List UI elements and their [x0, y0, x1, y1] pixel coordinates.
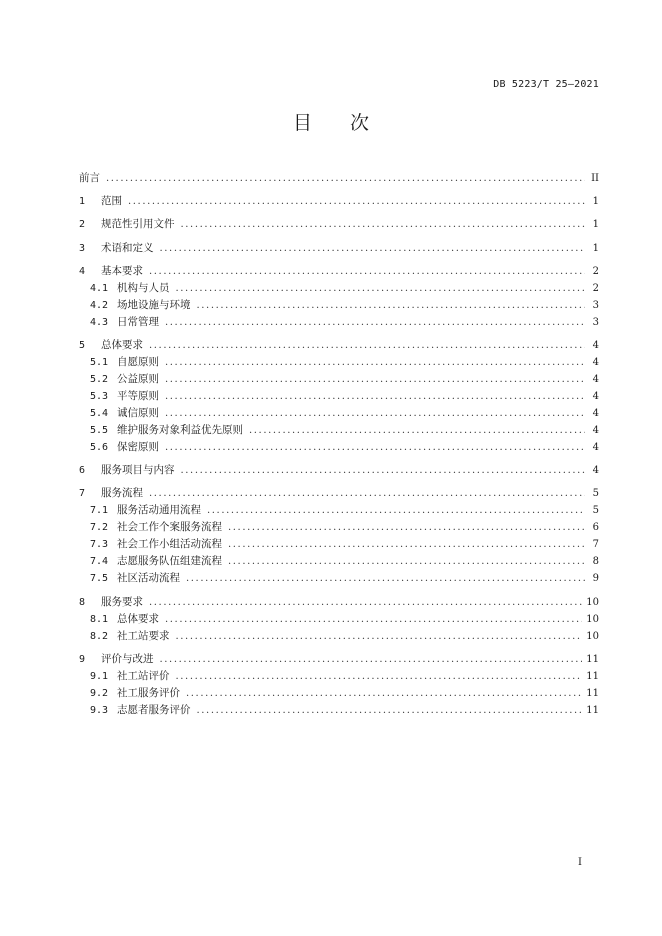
toc-entry[interactable]: [79, 502, 599, 519]
toc-entry-label: 评价与改进: [101, 652, 154, 665]
toc-entry-page: 4: [592, 425, 599, 436]
toc-entry-label: 服务要求: [101, 595, 143, 608]
toc-entry-label: 社工站要求: [117, 629, 170, 642]
toc-entry-label: 服务活动通用流程: [117, 504, 201, 517]
toc-entry-page: 3: [592, 299, 599, 311]
toc-entry-number: 8.2: [90, 630, 109, 642]
dot-leader: [165, 374, 585, 385]
toc-entry-page: II: [591, 173, 599, 184]
dot-leader: [165, 357, 585, 368]
dot-leader: [186, 688, 582, 699]
toc-entry-number: 1: [79, 196, 86, 208]
toc-entry-number: 9.1: [90, 670, 109, 682]
dot-leader: [181, 219, 586, 230]
toc-entry-page: 4: [592, 340, 599, 351]
toc-entry-page: 4: [592, 465, 599, 477]
toc-entry-label: 社会工作小组活动流程: [117, 538, 222, 551]
toc-entry-label: 术语和定义: [101, 241, 154, 254]
toc-entry-label: 总体要求: [117, 612, 159, 625]
toc-entry-page: 5: [592, 505, 599, 517]
dot-leader: [106, 173, 585, 184]
toc-entry[interactable]: [79, 216, 599, 233]
toc-entry-label: 服务流程: [101, 487, 143, 500]
toc-entry-page: 4: [592, 374, 599, 385]
dot-leader: [149, 597, 582, 608]
toc-entry-number: 6: [79, 465, 86, 477]
toc-entry-page: 10: [586, 596, 599, 608]
toc-entry-number: 7.3: [90, 539, 109, 551]
toc-entry-page: 5: [592, 488, 599, 500]
dot-leader: [228, 522, 585, 533]
toc-entry-number: 7.1: [90, 505, 109, 517]
toc-entry[interactable]: [79, 337, 599, 354]
toc-entry[interactable]: [79, 702, 599, 719]
toc-entry-page: 2: [592, 282, 599, 294]
dot-leader: [149, 340, 585, 351]
toc-entry-number: 8: [79, 596, 86, 608]
dot-leader: [197, 300, 586, 311]
toc-entry[interactable]: [79, 536, 599, 553]
toc-entry[interactable]: [79, 422, 599, 439]
toc-entry-number: 7.4: [90, 556, 109, 568]
toc-entry[interactable]: [79, 553, 599, 570]
toc-entry-page: 11: [586, 687, 599, 699]
toc-entry-label: 诚信原则: [117, 407, 159, 419]
toc-entry-label: 社区活动流程: [117, 572, 180, 585]
dot-leader: [186, 573, 585, 584]
toc-entry[interactable]: [79, 651, 599, 668]
toc-entry[interactable]: [79, 462, 599, 479]
toc-entry-number: 5.5: [90, 425, 109, 436]
toc-entry-label: 自愿原则: [117, 356, 159, 368]
toc-entry-page: 1: [592, 196, 599, 208]
toc-entry-label: 范围: [101, 195, 122, 208]
dot-leader: [165, 391, 585, 402]
dot-leader: [197, 705, 583, 716]
toc-entry-label: 基本要求: [101, 264, 143, 277]
dot-leader: [160, 654, 583, 665]
toc-entry[interactable]: [79, 439, 599, 456]
toc-entry-page: 8: [592, 556, 599, 568]
toc-entry-number: 4: [79, 265, 86, 277]
toc-entry[interactable]: [79, 314, 599, 331]
toc-entry[interactable]: [79, 594, 599, 611]
dot-leader: [176, 283, 586, 294]
toc-entry-page: 11: [586, 704, 599, 716]
toc-entry-page: 6: [592, 522, 599, 534]
toc-entry-label: 维护服务对象利益优先原则: [117, 424, 243, 436]
dot-leader: [249, 425, 585, 436]
dot-leader: [228, 556, 585, 567]
toc-entry[interactable]: [79, 628, 599, 645]
dot-leader: [128, 196, 585, 207]
toc-entry-page: 3: [592, 316, 599, 328]
toc-entry[interactable]: [79, 354, 599, 371]
toc-entry-page: 10: [586, 613, 599, 625]
toc-entry-page: 4: [592, 391, 599, 402]
toc-entry-number: 7.5: [90, 573, 109, 585]
dot-leader: [165, 614, 582, 625]
toc-entry-label: 公益原则: [117, 373, 159, 385]
toc-entry-number: 8.1: [90, 613, 109, 625]
toc-entry[interactable]: [79, 193, 599, 210]
toc-entry-page: 11: [586, 653, 599, 665]
toc-entry-number: 9.3: [90, 704, 109, 716]
page-number: I: [578, 857, 582, 868]
toc-entry[interactable]: [79, 388, 599, 405]
toc-entry-number: 4.3: [90, 316, 109, 328]
toc-entry-page: 1: [592, 219, 599, 231]
toc-entry-page: 4: [592, 408, 599, 419]
dot-leader: [207, 505, 585, 516]
dot-leader: [165, 442, 585, 453]
toc-entry-number: 4.2: [90, 299, 109, 311]
dot-leader: [149, 488, 585, 499]
toc-entry-number: 7.2: [90, 522, 109, 534]
toc-entry[interactable]: [79, 405, 599, 422]
dot-leader: [228, 539, 585, 550]
toc-entry-page: 11: [586, 670, 599, 682]
dot-leader: [181, 465, 586, 476]
toc-entry-page: 2: [592, 265, 599, 277]
toc-entry-number: 3: [79, 242, 86, 254]
dot-leader: [176, 631, 583, 642]
dot-leader: [176, 671, 583, 682]
toc-entry[interactable]: [79, 240, 599, 257]
title-char-2: 次: [350, 112, 370, 134]
toc-entry[interactable]: [79, 668, 599, 685]
toc-entry-label: 前言: [79, 172, 100, 184]
toc-entry[interactable]: [79, 485, 599, 502]
toc-entry-page: 10: [586, 630, 599, 642]
toc-entry[interactable]: [79, 570, 599, 587]
dot-leader: [160, 243, 586, 254]
toc-entry[interactable]: [79, 685, 599, 702]
toc-entry-label: 总体要求: [101, 339, 143, 351]
toc-entry-label: 平等原则: [117, 390, 159, 402]
toc-entry[interactable]: [79, 263, 599, 280]
toc-entry-page: 4: [592, 442, 599, 453]
toc-entry-page: 1: [592, 242, 599, 254]
toc-entry-number: 5.4: [90, 408, 109, 419]
dot-leader: [165, 408, 585, 419]
toc-entry-label: 服务项目与内容: [101, 464, 175, 477]
toc-entry-page: 9: [592, 573, 599, 585]
toc-entry-label: 机构与人员: [117, 281, 170, 294]
toc-entry-number: 2: [79, 219, 86, 231]
toc-entry-label: 社工站评价: [117, 669, 170, 682]
toc-entry-label: 志愿者服务评价: [117, 703, 191, 716]
toc-entry-number: 5.3: [90, 391, 109, 402]
toc-entry[interactable]: [79, 170, 599, 187]
toc-entry-label: 保密原则: [117, 441, 159, 453]
dot-leader: [149, 266, 585, 277]
document-code: DB 5223/T 25—2021: [493, 79, 599, 90]
toc-entry-label: 社工服务评价: [117, 686, 180, 699]
dot-leader: [165, 317, 585, 328]
toc-entry-number: 9.2: [90, 687, 109, 699]
toc-entry-number: 9: [79, 653, 86, 665]
toc-entry-number: 7: [79, 488, 86, 500]
toc-entry-number: 5.6: [90, 442, 109, 453]
toc-entry-label: 规范性引用文件: [101, 218, 175, 231]
toc-entry-label: 日常管理: [117, 315, 159, 328]
toc-entry[interactable]: [79, 297, 599, 314]
title-char-1: 目: [292, 112, 312, 134]
toc-entry[interactable]: [79, 371, 599, 388]
toc-entry-number: 5: [79, 340, 86, 351]
toc-entry-number: 5.2: [90, 374, 109, 385]
toc-entry-label: 社会工作个案服务流程: [117, 521, 222, 534]
toc-entry-page: 4: [592, 357, 599, 368]
toc-entry-page: 7: [592, 539, 599, 551]
toc-entry[interactable]: [79, 519, 599, 536]
toc-entry-number: 4.1: [90, 282, 109, 294]
toc-entry-label: 场地设施与环境: [117, 298, 191, 311]
page-title: [0, 108, 662, 135]
toc-entry-number: 5.1: [90, 357, 109, 368]
toc-entry[interactable]: [79, 280, 599, 297]
toc-entry-label: 志愿服务队伍组建流程: [117, 555, 222, 568]
toc-entry[interactable]: [79, 611, 599, 628]
